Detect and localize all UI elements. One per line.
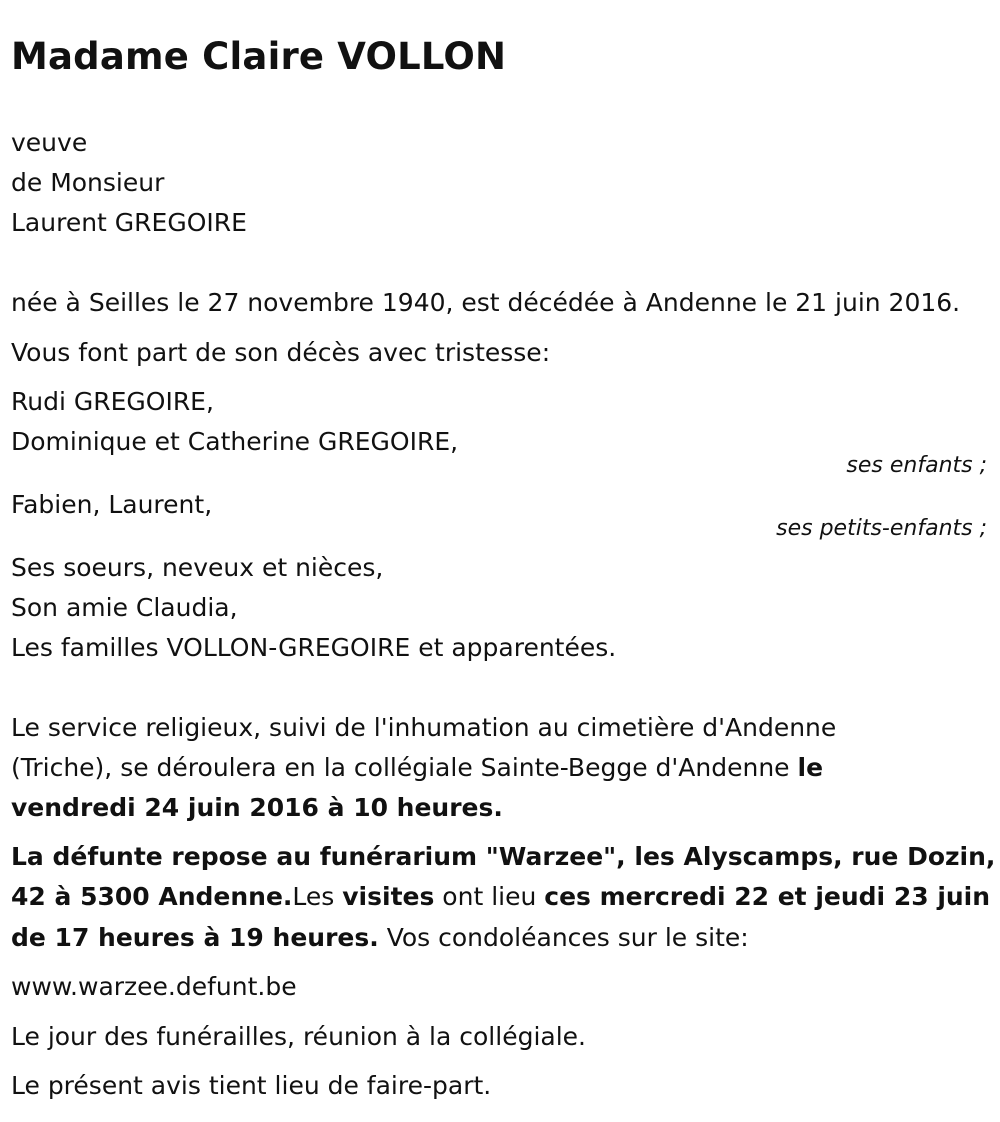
service-date-start: le [797,753,824,782]
spouse-line-title: de Monsieur [11,168,165,197]
child-name-2: Dominique et Catherine GREGOIRE, [11,427,459,456]
funerarium-line-1: La défunte repose au funérarium "Warzee", les Alyscamps, rue Dozin, [11,842,996,871]
family-line-2: Son amie Claudia, [11,593,238,622]
visits-prefix: Les [292,882,343,911]
service-line-1: Le service religieux, suivi de l'inhumation au cimetière d'Andenne [11,713,837,742]
family-line-3: Les familles VOLLON-GREGOIRE et apparentées. [11,633,617,662]
funerarium-line-2 [11,880,990,914]
funerarium-address: 42 à 5300 Andenne. [11,882,293,911]
condolences-text: Vos condoléances sur le site: [378,923,749,952]
death-notice [11,0,996,1122]
children-label: ses enfants ; [846,453,987,478]
visit-hours: de 17 heures à 19 heures. [11,923,379,952]
child-name-1: Rudi GREGOIRE, [11,387,214,416]
visits-label: visites [342,882,435,911]
visits-connector: ont lieu [434,882,545,911]
service-line-2 [11,751,823,785]
family-line-1: Ses soeurs, neveux et nièces, [11,553,384,582]
grandchildren-names: Fabien, Laurent, [11,490,213,519]
deceased-name-title: Madame Claire VOLLON [11,35,507,78]
spouse-name: Laurent GREGOIRE [11,208,247,237]
condolences-website: www.warzee.defunt.be [11,972,297,1001]
spouse-line-widow: veuve [11,128,88,157]
visit-dates: ces mercredi 22 et jeudi 23 juin [544,882,991,911]
funerarium-line-3 [11,921,749,955]
funeral-day-note: Le jour des funérailles, réunion à la collégiale. [11,1022,586,1051]
grandchildren-label: ses petits-enfants ; [776,516,987,541]
birth-death-details: née à Seilles le 27 novembre 1940, est décédée à Andenne le 21 juin 2016. [11,288,961,317]
closing-note: Le présent avis tient lieu de faire-part. [11,1071,492,1100]
service-location-text: (Triche), se déroulera en la collégiale Sainte-Begge d'Andenne [11,753,798,782]
service-date-time: vendredi 24 juin 2016 à 10 heures. [11,793,503,822]
announcement-text: Vous font part de son décès avec tristesse: [11,338,551,367]
